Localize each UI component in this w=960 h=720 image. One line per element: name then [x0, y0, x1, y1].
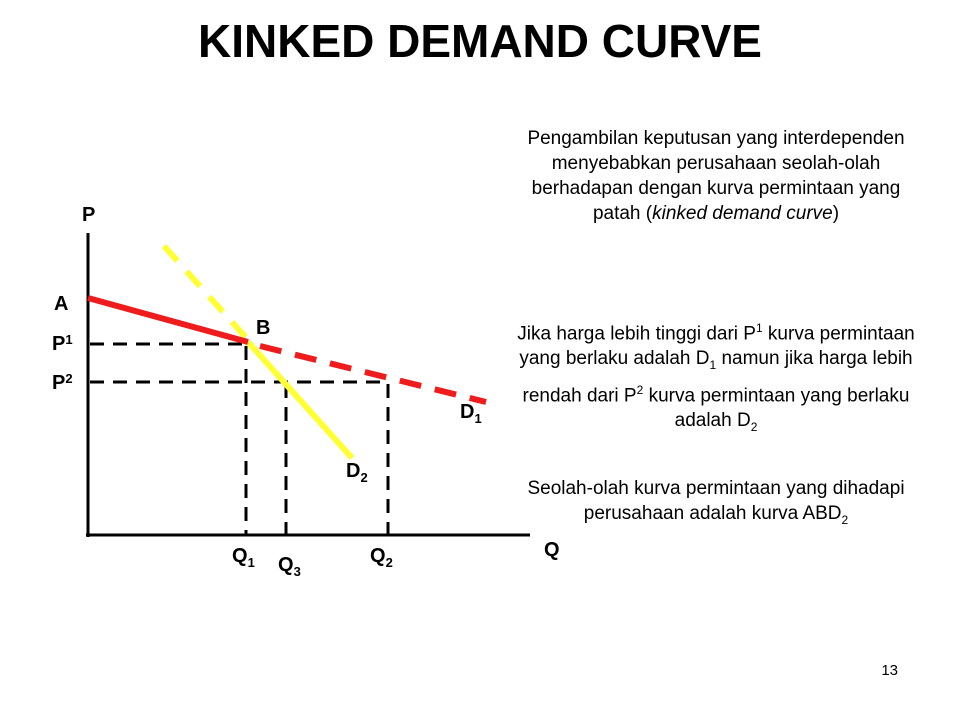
d2-label: $D_2$	[346, 460, 368, 485]
explanation-paragraph-2: Jika harga lebih tinggi dari $P^1$ kurva permintaan yang berlaku adalah $D_1$ namun jika harga lebih rendah dari $P^2$ kurva permintaan yang berlaku adalah $D_2$	[517, 321, 915, 435]
q2-label: $Q_2$	[370, 545, 393, 570]
d2-curve-dashed	[164, 246, 248, 340]
explanation-paragraph-1: Pengambilan keputusan yang interdependen menyebabkan perusahaan seolah-olah berhadapan dengan kurva permintaan yang patah (kinked demand curve)	[527, 128, 905, 224]
d1-label: $D_1$	[460, 401, 482, 426]
y-axis-label: P	[82, 204, 96, 226]
page-number: 13	[881, 662, 898, 679]
x-axis-label: Q	[544, 539, 560, 561]
p1-label: $P^1$	[52, 332, 73, 355]
p2-label: $P^2$	[52, 371, 73, 394]
d2-curve-solid	[248, 342, 352, 458]
d1-curve-solid	[88, 298, 248, 342]
point-b-label: B	[256, 317, 271, 339]
q1-label: $Q_1$	[232, 545, 255, 570]
slide-title: KINKED DEMAND CURVE	[198, 15, 762, 67]
explanation-paragraph-3: Seolah-olah kurva permintaan yang dihadapi perusahaan adalah kurva $ABD_2$	[527, 478, 905, 527]
point-a-label: A	[54, 293, 69, 315]
q3-label: $Q_3$	[278, 554, 301, 579]
